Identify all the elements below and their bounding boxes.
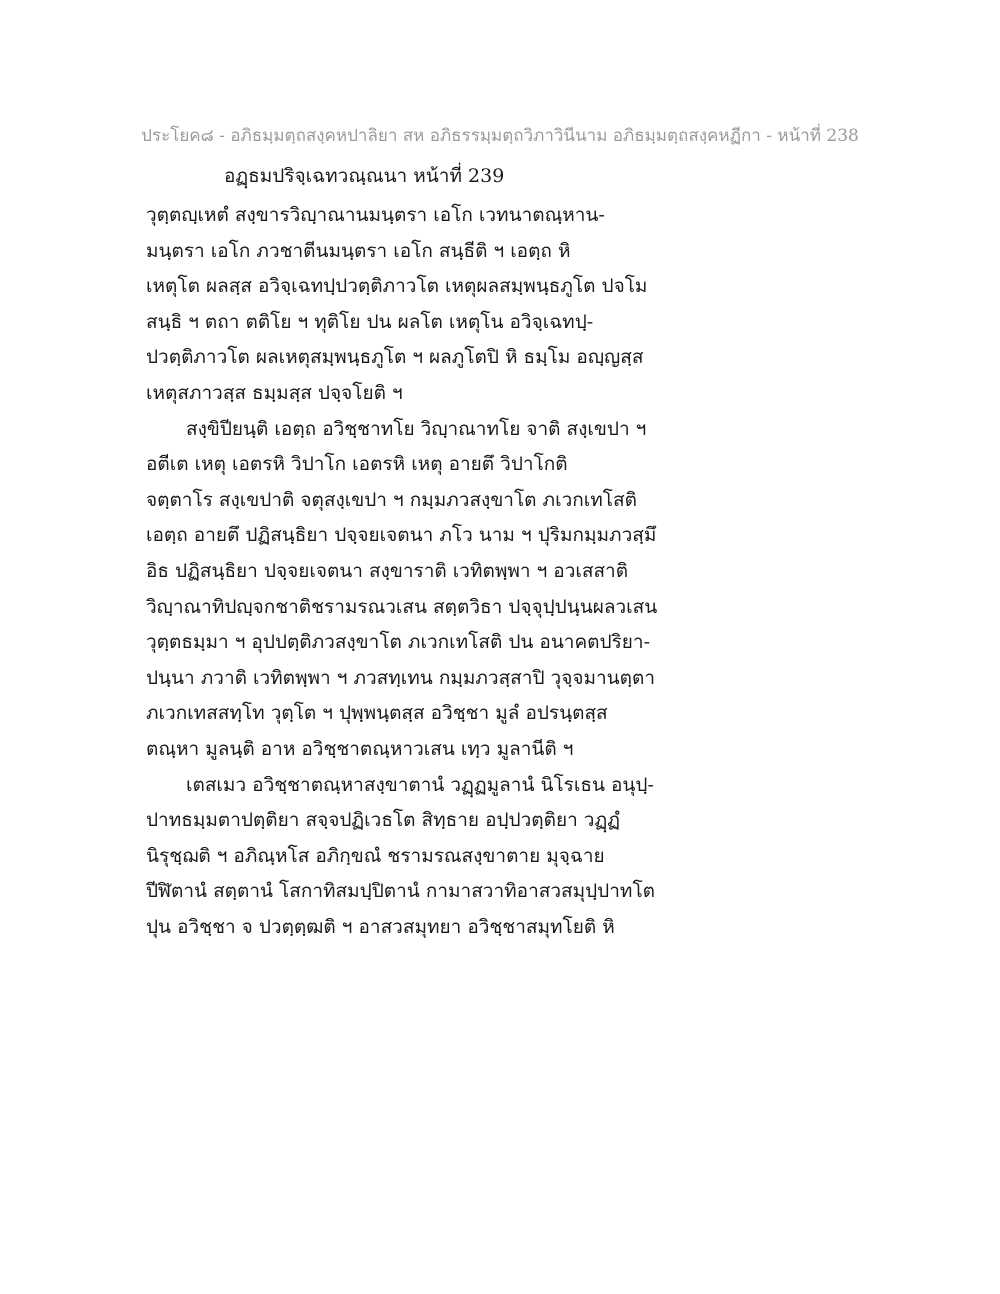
text-line: อิธ ปฏิสนฺธิยา ปจฺจยเจตนา สงฺขาราติ เวทิตพฺพา ฯ อวเสสาติ: [146, 559, 629, 582]
text-line: จตฺตาโร สงฺเขปาติ จตุสงฺเขปา ฯ กมฺมภวสงฺขาโต ภเวกเทโสติ: [146, 488, 637, 511]
text-line: วิญฺาณาทิปญฺจกชาติชรามรณวเสน สตฺตวิธา ปจฺจุปฺปนฺนผลวเสน: [146, 595, 658, 618]
text-line: วุตฺตธมฺมา ฯ อุปปตฺติภวสงฺขาโต ภเวกเทโสติ ปน อนาคตปริยา-: [146, 631, 651, 654]
text-line: ปนฺนา ภวาติ เวทิตพฺพา ฯ ภวสทฺเทน กมฺมภวสฺสาปิ วุจฺจมานตฺตา: [146, 666, 656, 689]
text-line: ปีฬิตานํ สตฺตานํ โสกาทิสมปฺปิตานํ กามาสวาทิอาสวสมุปฺปาทโต: [146, 880, 655, 903]
text-line: เหตุโต ผลสฺส อวิจฺเฉทปฺปวตฺติภาวโต เหตุผลสมฺพนฺธภูโต ปจโม: [146, 275, 648, 298]
text-line: เอตฺถ อายตึ ปฏิสนฺธิยา ปจฺจยเจตนา ภโว นาม ฯ ปุริมกมฺมภวสฺมึ: [146, 524, 657, 547]
section-title: อฏฺธมปริจฺเฉทวณฺณนา หน้าที่ 239: [224, 165, 505, 187]
text-line: ปวตฺติภาวโต ผลเหตุสมฺพนฺธภูโต ฯ ผลภูโตปิ หิ ธมฺโม อญฺญสฺส: [146, 346, 644, 369]
text-line: เตสเมว อวิชฺชาตณฺหาสงฺขาตานํ วฏฺฏมูลานํ นิโรเธน อนุปฺ-: [186, 773, 654, 796]
text-line: นิรุชฺฌติ ฯ อภิณฺหโส อภิกฺขณํ ชรามรณสงฺขาตาย มุจฺฉาย: [146, 844, 605, 867]
text-line: สงฺขิปียนฺติ เอตฺถ อวิชฺชาทโย วิญฺาณาทโย จาติ สงฺเขปา ฯ: [186, 417, 647, 440]
body-text: [146, 198, 686, 945]
text-line: วุตฺตญฺเหตํ สงฺขารวิญฺาณานมนฺตรา เอโก เวทนาตณฺหาน-: [146, 204, 605, 226]
text-line: สนฺธิ ฯ ตถา ตติโย ฯ ทุติโย ปน ผลโต เหตุโน อวิจฺเฉทปฺ-: [146, 310, 594, 333]
text-line: ภเวกเทสสทฺโท วุตฺโต ฯ ปุพฺพนฺตสฺส อวิชฺชา มูลํ อปรนฺตสฺส: [146, 702, 608, 725]
running-header: ประโยค๘ - อภิธมฺมตฺถสงฺคหปาลิยา สห อภิธรรมฺมตฺถวิภาวินีนาม อภิธมฺมตฺถสงฺคหฏีกา - หน้าที่ 238: [141, 126, 859, 146]
text-line: เหตุสภาวสฺส ธมฺมสฺส ปจฺจโยติ ฯ: [146, 381, 403, 404]
text-line: ปาทธมฺมตาปตฺติยา สจฺจปฏิเวธโต สิทฺธาย อปฺปวตฺติยา วฏฺฏํ: [146, 809, 620, 832]
text-line: ปุน อวิชฺชา จ ปวตฺตฺฒติ ฯ อาสวสมุทยา อวิชฺชาสมุทโยติ หิ: [146, 915, 615, 938]
text-line: อตีเต เหตุ เอตรหิ วิปาโก เอตรหิ เหตุ อายตึ วิปาโกติ: [146, 453, 568, 476]
text-line: มนฺตรา เอโก ภวชาตีนมนฺตรา เอโก สนฺธีติ ฯ เอตฺถ หิ: [146, 239, 571, 262]
text-line: ตณฺหา มูลนฺติ อาห อวิชฺชาตณฺหาวเสน เทฺว มูลานีติ ฯ: [146, 737, 574, 760]
